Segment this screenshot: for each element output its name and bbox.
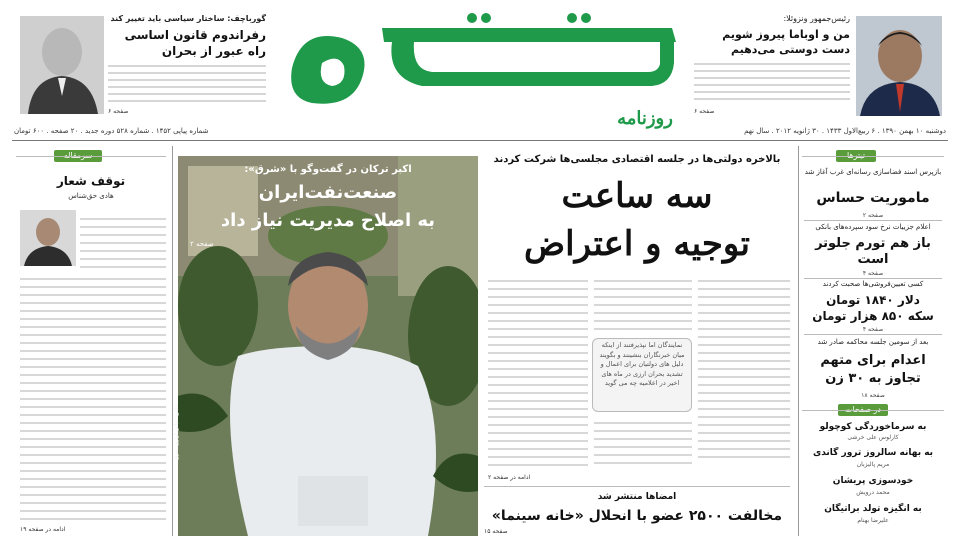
- main-pull-quote: نمایندگان اما نپذیرفتند از اینکه میان خبرنگاران بنشینند و بگویند دلیل های دولتیان برای اعمال و تشدید بحران ارزی در ماه های اخیر در اعلامیه چه می گوید: [592, 338, 692, 412]
- right-item-2-kicker: اعلام جزییات نرخ سود سپرده‌های بانکی: [815, 223, 931, 231]
- main-body-col-right: [698, 274, 790, 464]
- top-right-title-1: من و اوباما پیروز شویم: [722, 28, 850, 41]
- editorial-body-top: [80, 212, 166, 270]
- right-item-1-page: صفحه ۲: [862, 212, 884, 219]
- top-left-page-ref: صفحه ۶: [108, 108, 129, 115]
- inside-item-3-title[interactable]: خودسوزی پریشان: [832, 476, 914, 486]
- editorial-body: [20, 272, 166, 522]
- right-item-4-title[interactable]: اعدام برای متهم تجاوز به ۳۰ زن: [820, 353, 926, 386]
- top-right-page-ref: صفحه ۶: [694, 108, 715, 115]
- gorbachev-photo: [20, 16, 104, 114]
- right-item-4-page: صفحه ۱۸: [861, 392, 885, 399]
- editorial-section-rule: [16, 156, 166, 157]
- bottom-headline[interactable]: مخالفت ۲۵۰۰ عضو با انحلال «خانه سینما»: [491, 508, 783, 524]
- inside-item-2-author: مریم پالیزبان: [856, 461, 890, 468]
- masthead-rule: [12, 140, 948, 141]
- inside-item-2-title[interactable]: به بهانه سالروز ترور گاندی: [812, 448, 934, 458]
- inside-item-1-author: کارلوس علی خرشی: [847, 434, 899, 441]
- masthead-issue: شماره پیاپی ۱۴۵۲ . شماره ۵۲۸ دوره جدید . ۲۰ صفحه . ۶۰۰ تومان: [14, 127, 209, 135]
- interview-kicker: اکبر ترکان در گفت‌وگو با «شرق»:: [244, 164, 412, 175]
- right-item-3-title[interactable]: دلار ۱۸۴۰ تومان سکه ۸۵۰ هزار تومان: [812, 293, 934, 323]
- bottom-kicker: امضاها منتشر شد: [597, 492, 677, 502]
- left-column-rule: [172, 146, 173, 536]
- inside-item-4-title[interactable]: به انگیزه تولد براتیگان: [824, 504, 922, 514]
- right-item-1-kicker: بازپرس اسند فضاسازی رسانه‌ای غرب آغاز شد: [804, 168, 942, 176]
- inside-item-1-title[interactable]: به سرماخوردگی کوچولو: [819, 422, 927, 432]
- inside-section-rule: [802, 410, 944, 411]
- top-left-body: [108, 60, 266, 104]
- right-item-3-kicker: کسی تعیین‌فروشی‌ها صحبت کردند: [822, 280, 924, 288]
- main-body-col-left: [488, 274, 588, 470]
- top-left-title-2: راه عبور از بحران: [161, 44, 266, 58]
- bottom-page-ref: صفحه ۱۵: [484, 528, 508, 535]
- main-kicker: بالاخره دولتی‌ها در جلسه اقتصادی مجلسی‌ها شرکت کردند: [493, 154, 781, 165]
- right-section-rule: [802, 156, 944, 157]
- main-headline-2[interactable]: توجیه و اعتراض: [524, 224, 750, 264]
- masthead-logo-sub: روزنامه: [617, 108, 673, 129]
- interview-headline-1[interactable]: صنعت‌نفت‌ایران: [258, 182, 398, 203]
- main-page-ref: ادامه در صفحه ۲: [488, 474, 531, 481]
- right-item-2-page: صفحه ۴: [862, 270, 884, 277]
- right-item-2-title[interactable]: باز هم تورم جلوتر است: [815, 236, 931, 267]
- inside-item-3-author: محمد درویش: [856, 489, 890, 496]
- top-right-kicker: رئیس‌جمهور ونزوئلا:: [783, 14, 850, 23]
- editorial-author: هادی حق‌شناس: [68, 192, 114, 200]
- top-left-kicker: گورباچف: ساختار سیاسی باید تغییر کند: [110, 14, 266, 23]
- top-right-title-2: دست دوستی می‌دهیم: [730, 43, 850, 56]
- masthead-date: دوشنبه ۱۰ بهمن ۱۳۹۰ . ۶ ربیع‌الاول ۱۴۳۳ . ۳۰ ژانویه ۲۰۱۲ . سال نهم: [744, 127, 946, 135]
- top-left-title-1: رفراندوم قانون اساسی: [124, 28, 266, 42]
- bottom-story-rule: [484, 486, 790, 487]
- chavez-photo: [856, 16, 942, 116]
- inside-item-4-author: علیرضا بهنام: [857, 517, 889, 524]
- right-column-rule: [798, 146, 799, 536]
- right-item-1-title[interactable]: ماموریت حساس: [816, 190, 930, 206]
- editorial-author-photo: [20, 210, 76, 266]
- right-item-3-page: صفحه ۴: [862, 326, 884, 333]
- right-divider-2: [804, 278, 942, 279]
- top-right-body: [694, 58, 850, 104]
- editorial-title[interactable]: توقف شعار: [56, 174, 126, 188]
- main-body-col-middle-2: [594, 416, 692, 464]
- interview-headline-2[interactable]: به اصلاح مدیریت نیاز داد: [220, 210, 436, 231]
- right-divider-1: [804, 220, 942, 221]
- interview-photo-credit: عکس: عباس کوثری، شرق: [174, 403, 180, 460]
- main-headline-1[interactable]: سه ساعت: [561, 176, 713, 216]
- right-divider-3: [804, 334, 942, 335]
- right-item-4-kicker: بعد از سومین جلسه محاکمه صادر شد: [817, 338, 929, 346]
- interview-page-ref: صفحه ۲: [190, 240, 214, 248]
- main-body-col-middle: [594, 274, 692, 334]
- editorial-page-ref: ادامه در صفحه ۱۹: [20, 526, 66, 533]
